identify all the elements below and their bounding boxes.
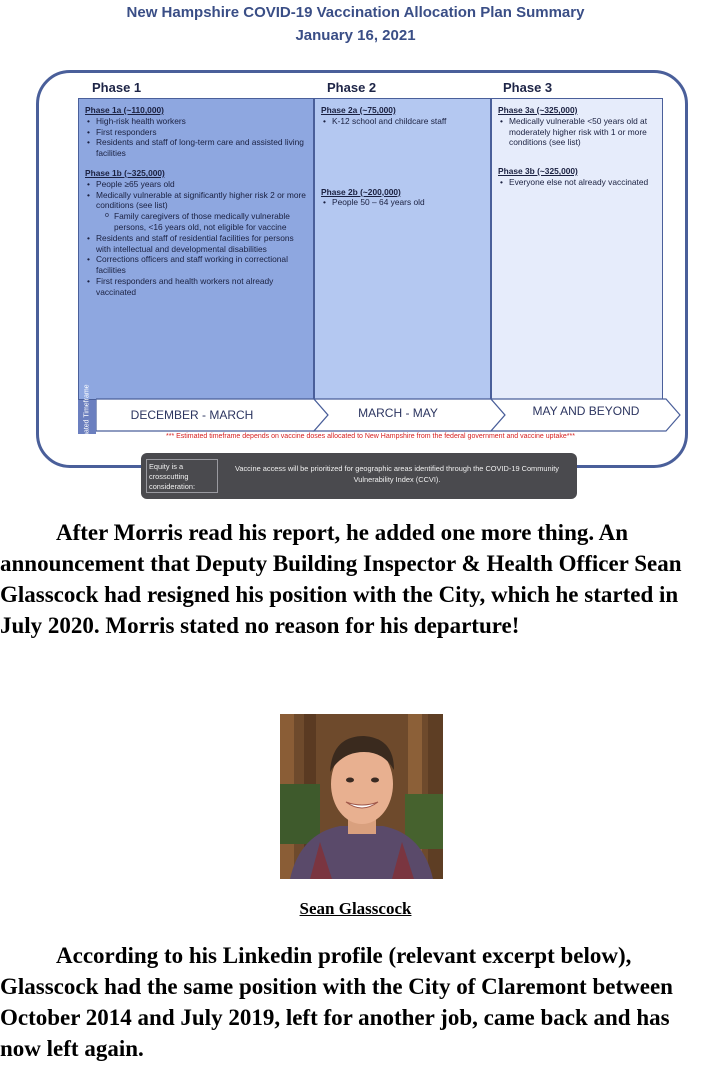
list-item-text: Medically vulnerable at significantly higher risk 2 or more conditions (see list) <box>96 189 306 211</box>
list-item: • Medically vulnerable <50 years old at moderately higher risk with 1 or more conditions (see list) <box>509 116 656 148</box>
sub-list <box>96 211 307 233</box>
phase-1a-list <box>85 116 307 159</box>
list-item: • First responders <box>96 127 307 138</box>
list-item: • Residents and staff of residential facilities for persons with intellectual and developmental disabilities <box>96 233 307 255</box>
article-paragraph-2: According to his Linkedin profile (relevant excerpt below), Glasscock had the same position with the City of Claremont between October 2014 and July 2019, left for another job, came back and has now left again. <box>0 943 673 1061</box>
list-item <box>96 190 307 233</box>
portrait-photo <box>280 714 443 879</box>
phase-2b-list <box>321 197 484 208</box>
phase-2a-list <box>321 116 484 127</box>
timeframe-3: MAY AND BEYOND <box>532 404 640 418</box>
portrait-image <box>280 714 443 879</box>
timeframe-1: DECEMBER - MARCH <box>130 408 254 422</box>
timeframe-2: MARCH - MAY <box>358 406 438 420</box>
phase-3-header: Phase 3 <box>503 80 553 95</box>
phase-3b-heading: Phase 3b (~325,000) <box>498 166 578 177</box>
phase-2-header: Phase 2 <box>327 80 377 95</box>
timeframe-note: *** Estimated timeframe depends on vaccine doses allocated to New Hampshire from the federal government and vaccine uptake*** <box>166 433 575 440</box>
list-item: • Residents and staff of long-term care and assisted living facilities <box>96 137 307 159</box>
list-item: • People 50 – 64 years old <box>332 197 484 208</box>
list-item: • Corrections officers and staff working in correctional facilities <box>96 254 307 276</box>
equity-text: Vaccine access will be prioritized for geographic areas identified through the COVID-19 Community Vulnerability Index (CCVI). <box>235 464 559 484</box>
list-item: • K-12 school and childcare staff <box>332 116 484 127</box>
photo-caption: Sean Glasscock <box>299 899 412 918</box>
phase-2a-heading: Phase 2a (~75,000) <box>321 105 396 115</box>
article-paragraph-1: After Morris read his report, he added one more thing. An announcement that Deputy Building Inspector & Health Officer Sean Glasscock had resigned his position with the City, which he started in July 2020. Morris stated no reason for his departure! <box>0 520 682 638</box>
plan-title: New Hampshire COVID-19 Vaccination Allocation Plan Summary <box>126 4 585 21</box>
phase-3b-list <box>498 177 656 188</box>
phase-3-column <box>491 98 663 400</box>
list-item: • People ≥65 years old <box>96 179 307 190</box>
phase-3a-list <box>498 116 656 148</box>
equity-box <box>141 453 577 499</box>
phase-1b-heading: Phase 1b (~325,000) <box>85 167 165 178</box>
phase-2b-heading: Phase 2b (~200,000) <box>321 186 401 197</box>
phase-1b-list <box>85 179 307 298</box>
sub-list-item: o Family caregivers of those medically vulnerable persons, <16 years old, not eligible for vaccine <box>114 211 307 233</box>
list-item: • High-risk health workers <box>96 116 307 127</box>
phase-1a-heading: Phase 1a (~110,000) <box>85 105 164 115</box>
plan-date: January 16, 2021 <box>295 27 416 44</box>
phase-3a-heading: Phase 3a (~325,000) <box>498 105 578 115</box>
timeframe-label: Estimated Timeframe <box>78 400 96 434</box>
phase-2-column <box>314 98 491 400</box>
phase-1-column <box>78 98 314 400</box>
phase-1-header: Phase 1 <box>92 80 142 95</box>
list-item: • First responders and health workers not already vaccinated <box>96 276 307 298</box>
list-item: • Everyone else not already vaccinated <box>509 177 656 188</box>
equity-label: Equity is a crosscutting consideration: <box>146 459 218 493</box>
